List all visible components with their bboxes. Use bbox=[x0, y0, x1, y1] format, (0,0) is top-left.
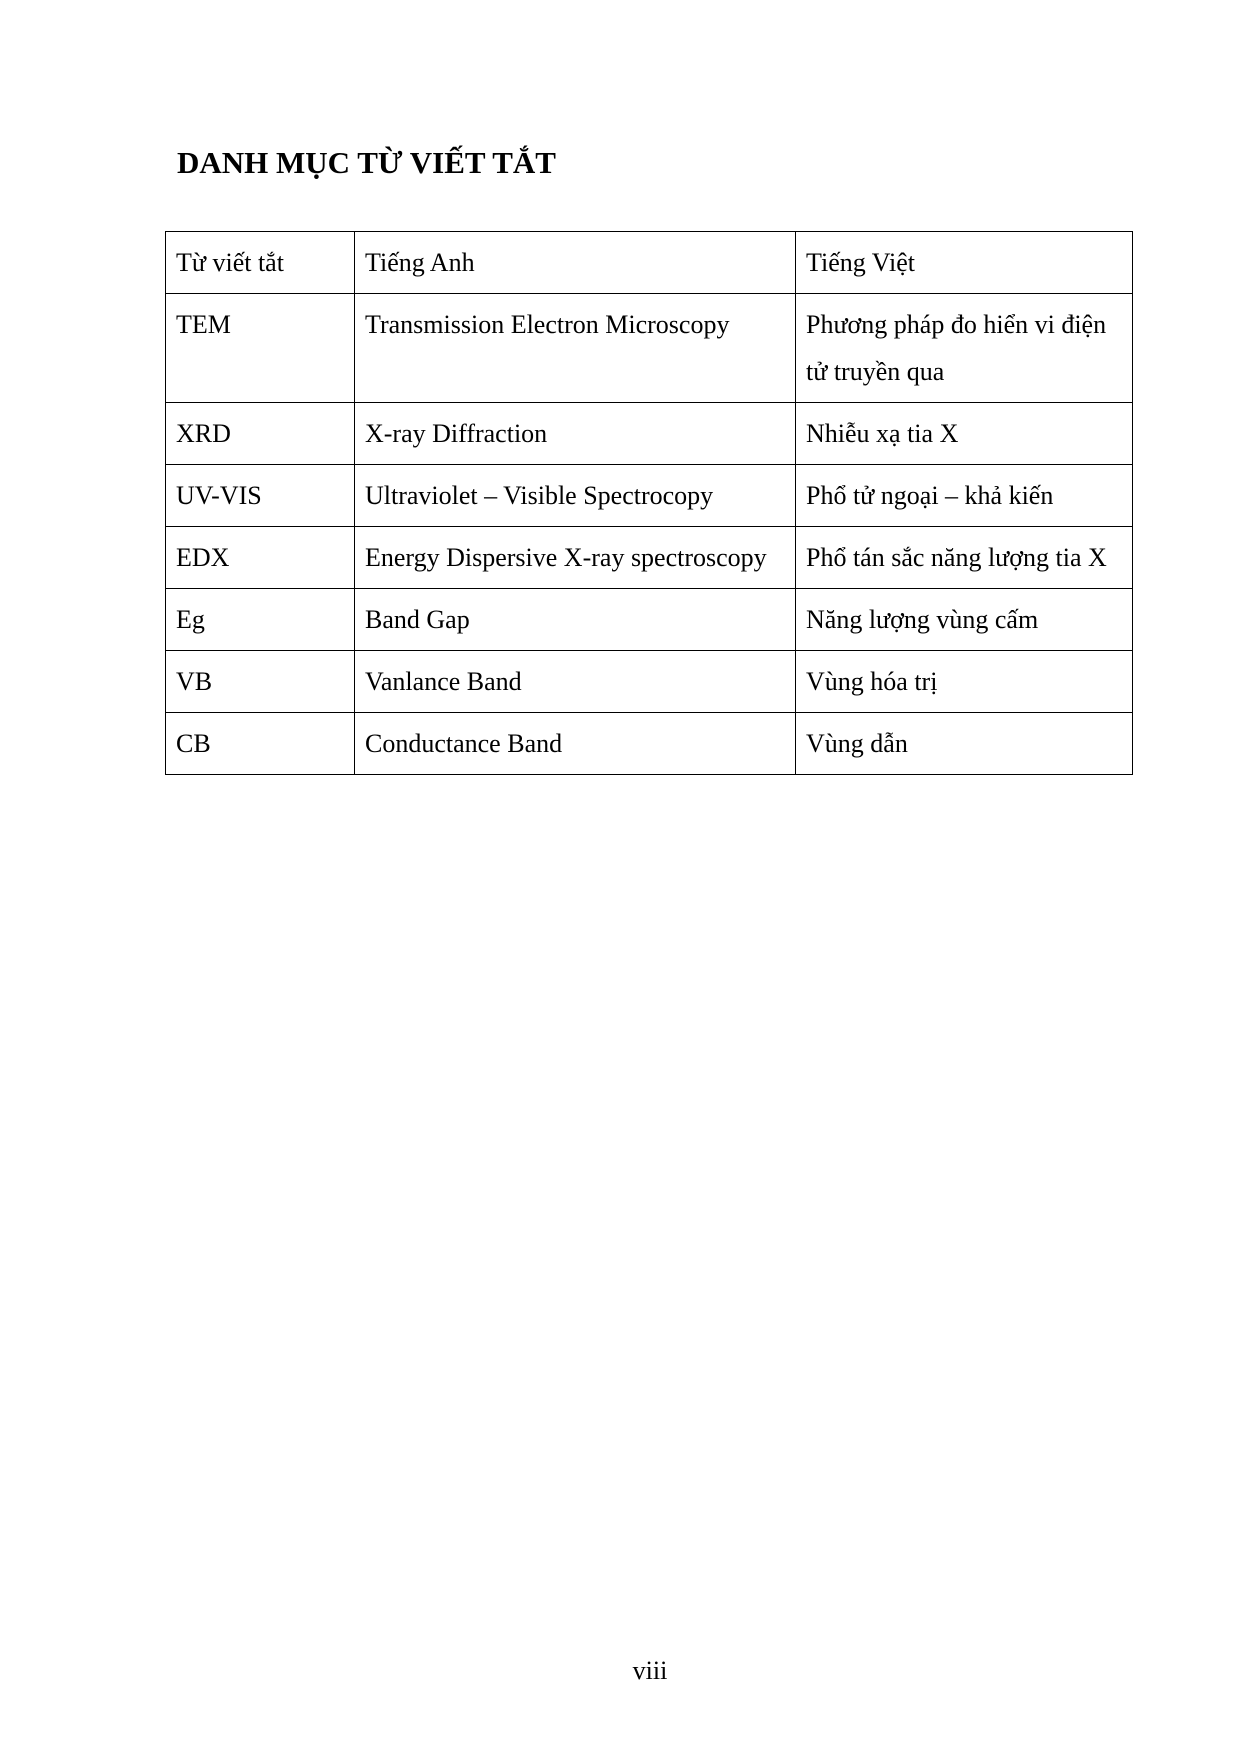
abbreviation-table bbox=[165, 231, 1133, 775]
table-row bbox=[166, 527, 1133, 589]
cell-english: Transmission Electron Microscopy bbox=[355, 294, 796, 403]
table-row bbox=[166, 294, 1133, 403]
cell-vietnamese: Vùng hóa trị bbox=[796, 651, 1133, 713]
cell-abbreviation: UV-VIS bbox=[166, 465, 355, 527]
table-row bbox=[166, 651, 1133, 713]
cell-abbreviation: XRD bbox=[166, 403, 355, 465]
cell-english: Vanlance Band bbox=[355, 651, 796, 713]
cell-english: Band Gap bbox=[355, 589, 796, 651]
cell-vietnamese: Phổ tán sắc năng lượng tia X bbox=[796, 527, 1133, 589]
table-row bbox=[166, 403, 1133, 465]
cell-english: Energy Dispersive X-ray spectroscopy bbox=[355, 527, 796, 589]
cell-abbreviation: EDX bbox=[166, 527, 355, 589]
cell-english: X-ray Diffraction bbox=[355, 403, 796, 465]
header-abbreviation: Từ viết tắt bbox=[166, 232, 355, 294]
cell-english: Conductance Band bbox=[355, 713, 796, 775]
cell-vietnamese: Vùng dẫn bbox=[796, 713, 1133, 775]
table-row bbox=[166, 465, 1133, 527]
table-header-row bbox=[166, 232, 1133, 294]
cell-vietnamese: Nhiễu xạ tia X bbox=[796, 403, 1133, 465]
cell-abbreviation: CB bbox=[166, 713, 355, 775]
cell-abbreviation: VB bbox=[166, 651, 355, 713]
cell-english: Ultraviolet – Visible Spectrocopy bbox=[355, 465, 796, 527]
page-title: DANH MỤC TỪ VIẾT TẮT bbox=[177, 145, 556, 180]
table-row bbox=[166, 589, 1133, 651]
cell-abbreviation: TEM bbox=[166, 294, 355, 403]
page-number: viii bbox=[632, 1656, 668, 1685]
cell-abbreviation: Eg bbox=[166, 589, 355, 651]
table-row bbox=[166, 713, 1133, 775]
cell-vietnamese: Phương pháp đo hiển vi điện tử truyền qua bbox=[796, 294, 1133, 403]
header-vietnamese: Tiếng Việt bbox=[796, 232, 1133, 294]
header-english: Tiếng Anh bbox=[355, 232, 796, 294]
cell-vietnamese: Phổ tử ngoại – khả kiến bbox=[796, 465, 1133, 527]
cell-vietnamese: Năng lượng vùng cấm bbox=[796, 589, 1133, 651]
